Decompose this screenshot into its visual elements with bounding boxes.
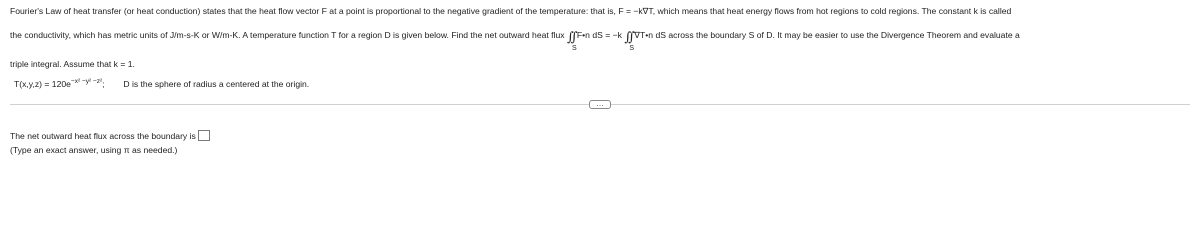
answer-hint: (Type an exact answer, using π as needed.) — [10, 145, 178, 155]
double-integral-symbol: ∫∫ S — [624, 30, 634, 52]
function-exponent: −x² −y² −z² — [70, 78, 103, 85]
answer-row — [10, 130, 210, 141]
problem-statement-line3: triple integral. Assume that k = 1. — [10, 59, 135, 69]
integral-subscript: S — [571, 45, 577, 52]
gradient-expression: ∇T•n dS — [634, 30, 666, 40]
temperature-function — [14, 78, 309, 89]
flux-expression: F•n dS = −k — [576, 30, 622, 40]
problem-statement-line2 — [10, 30, 1020, 52]
more-button[interactable]: … — [589, 100, 611, 109]
problem-text-part: the conductivity, which has metric units of J/m-s-K or W/m-K. A temperature function T for a region D is given below. Find the net outward heat flux — [10, 30, 565, 40]
function-lhs: T(x,y,z) = 120e — [14, 79, 71, 89]
region-description: D is the sphere of radius a centered at the origin. — [123, 79, 310, 89]
double-integral-symbol: ∫∫ S — [566, 30, 577, 52]
problem-statement-line1: Fourier's Law of heat transfer (or heat conduction) states that the heat flow vector F at a point is proportional to the negative gradient of the temperature: that is, F = −k∇T, which means that heat energy flows from hot regions to cold regions. The constant k is called — [10, 6, 1012, 16]
function-separator: ; — [102, 79, 105, 89]
problem-text-part: across the boundary S of D. It may be easier to use the Divergence Theorem and evaluate a — [668, 30, 1020, 40]
integral-subscript: S — [629, 45, 634, 52]
answer-prompt: The net outward heat flux across the boundary is — [10, 131, 196, 141]
answer-input[interactable] — [198, 130, 210, 141]
